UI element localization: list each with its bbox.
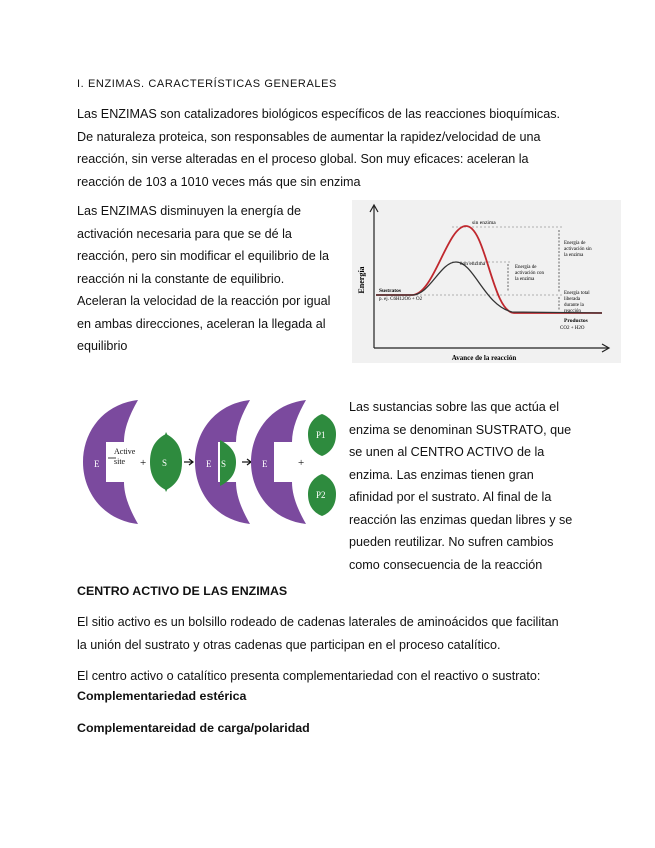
substrate-paragraph	[349, 396, 572, 576]
energy-line: reacción, pero sin modificar el equilibrio de la	[77, 249, 330, 263]
substrate-letter: S	[162, 458, 168, 468]
enzyme-substrate-diagram	[78, 392, 346, 530]
substrate-line: como consecuencia de la reacción	[349, 557, 543, 572]
active-site-label-2: site	[114, 457, 126, 466]
enzyme-letter-1: E	[94, 459, 100, 469]
complement-steric: Complementariedad estérica	[77, 689, 247, 703]
complement-intro: El centro activo o catalítico presenta complementariedad con el reactivo o sustrato:	[77, 669, 541, 683]
plus-sign-2: +	[298, 457, 305, 469]
active-site-line: El sitio activo es un bolsillo rodeado de cadenas laterales de aminoácidos que facilitan	[77, 615, 559, 629]
enzyme-letter-3: E	[262, 459, 268, 469]
active-site-paragraph	[77, 611, 559, 656]
enzyme-letter-2: E	[206, 459, 212, 469]
substrate-line: enzima. Las enzimas tienen gran	[349, 467, 534, 482]
active-center-title: CENTRO ACTIVO DE LAS ENZIMAS	[77, 584, 288, 598]
substrate-line: reacción las enzimas quedan libres y se	[349, 512, 573, 527]
products-formula: CO2 + H2O	[560, 326, 585, 331]
substrate-line: enzima se denominan SUSTRATO, que	[349, 422, 572, 437]
substrate-line: se unen al CENTRO ACTIVO de la	[349, 445, 545, 459]
total-energy-label: Energía total liberada durante la reacción	[564, 291, 590, 314]
product-2-label: P2	[316, 490, 326, 500]
intro-line: Las ENZIMAS son catalizadores biológicos específicos de las reacciones bioquímicas.	[77, 107, 560, 121]
active-site-label-1: Active	[114, 447, 136, 456]
energy-line: equilibrio	[77, 339, 128, 353]
intro-paragraph	[77, 103, 560, 193]
activation-without-label: Energía de activación sin la enzima	[564, 241, 592, 258]
product-1-label: P1	[316, 430, 326, 440]
intro-line: De naturaleza proteica, son responsables de aumentar la rapidez/velocidad de una	[77, 129, 541, 144]
substrate-line: Las sustancias sobre las que actúa el	[349, 400, 560, 414]
label-with-enzyme: con enzima	[460, 261, 486, 267]
x-axis-label: Avance de la reacción	[451, 354, 517, 362]
substrate-line: afinidad por el sustrato. Al final de la	[349, 490, 552, 504]
enzyme-shape-1	[83, 400, 138, 524]
energy-line: en ambas direcciones, aceleran la llegada al	[77, 316, 326, 331]
intro-line: reacción de 103 a 1010 veces más que sin enzima	[77, 174, 361, 189]
substrates-formula: p. ej. C6H12O6 + O2	[379, 297, 423, 302]
activation-with-label: Energía de activación con la enzima	[515, 265, 545, 282]
energy-line: Aceleran la velocidad de la reacción por igual	[77, 294, 331, 308]
active-site-line: la unión del sustrato y otras cadenas que participan en el proceso catalítico.	[77, 637, 501, 652]
energy-line: activación necesaria para que se dé la	[77, 226, 292, 241]
products-label: Productos	[564, 318, 588, 324]
y-axis-label: Energía	[357, 266, 366, 294]
substrate-line: pueden reutilizar. No sufren cambios	[349, 535, 554, 549]
bound-substrate-letter: S	[221, 459, 227, 469]
energy-profile-diagram	[352, 200, 621, 363]
plus-sign-1: +	[140, 457, 147, 469]
energy-paragraph	[77, 200, 330, 358]
intro-line: reacción, sin verse alteradas en el proceso global. Son muy eficaces: aceleran la	[77, 152, 529, 166]
section-title: I. ENZIMAS. CARACTERÍSTICAS GENERALES	[77, 78, 337, 90]
complement-charge: Complementareidad de carga/polaridad	[77, 721, 310, 735]
energy-line: Las ENZIMAS disminuyen la energía de	[77, 204, 302, 218]
energy-line: reacción ni la constante de equilibrio.	[77, 271, 285, 286]
substrates-label: Sustratos	[379, 288, 402, 294]
label-without-enzyme: sin enzima	[472, 220, 496, 226]
